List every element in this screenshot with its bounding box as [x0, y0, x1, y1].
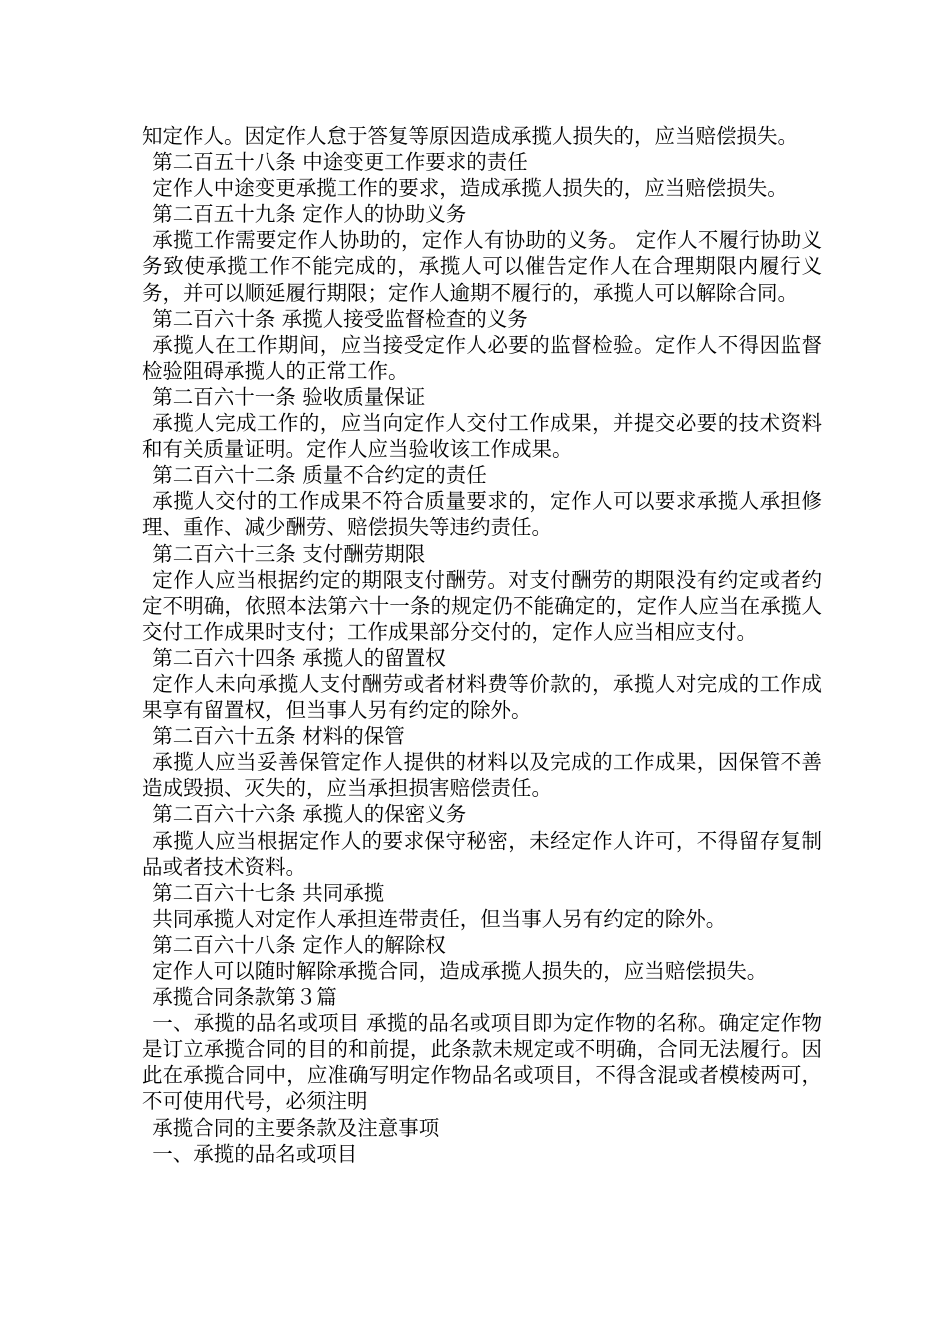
article-259-body: 承揽工作需要定作人协助的，定作人有协助的义务。 定作人不履行协助义务致使承揽工作不能完成的，承揽人可以催告定作人在合理期限内履行义务，并可以顺延履行期限；定作人逾期不履行的，承揽人可以解除合同。 — [142, 228, 822, 305]
article-260-heading: 第二百六十条 承揽人接受监督检查的义务 — [152, 306, 528, 331]
article-258-heading: 第二百五十八条 中途变更工作要求的责任 — [152, 150, 528, 175]
article-267-body: 共同承揽人对定作人承担连带责任，但当事人另有约定的除外。 — [152, 906, 727, 931]
article-265-heading: 第二百六十五条 材料的保管 — [152, 724, 405, 749]
document-page — [142, 123, 822, 1167]
article-260-body: 承揽人在工作期间，应当接受定作人必要的监督检验。定作人不得因监督检验阻碍承揽人的正常工作。 — [142, 332, 822, 383]
item-1-heading: 一、承揽的品名或项目 — [152, 1141, 358, 1166]
article-266-heading: 第二百六十六条 承揽人的保密义务 — [152, 802, 467, 827]
article-261-heading: 第二百六十一条 验收质量保证 — [152, 384, 426, 409]
article-268-body: 定作人可以随时解除承揽合同，造成承揽人损失的，应当赔偿损失。 — [152, 959, 768, 983]
article-263-body: 定作人应当根据约定的期限支付酬劳。对支付酬劳的期限没有约定或者约定不明确，依照本法第六十一条的规定仍不能确定的，定作人应当在承揽人交付工作成果时支付；工作成果部分交付的，定作人应当相应支付。 — [142, 567, 822, 644]
article-264-heading: 第二百六十四条 承揽人的留置权 — [152, 645, 446, 670]
article-261-body: 承揽人完成工作的，应当向定作人交付工作成果，并提交必要的技术资料和有关质量证明。定作人应当验收该工作成果。 — [142, 411, 822, 462]
section-3-body: 一、承揽的品名或项目 承揽的品名或项目即为定作物的名称。确定定作物是订立承揽合同的目的和前提，此条款未规定或不明确，合同无法履行。因此在承揽合同中，应准确写明定作物品名或项目，不得含混或者模棱两可，不可使用代号，必须注明 — [142, 1011, 822, 1114]
article-258-body: 定作人中途变更承揽工作的要求，造成承揽人损失的，应当赔偿损失。 — [152, 176, 788, 201]
section-3-heading: 承揽合同条款第３篇 — [152, 985, 337, 1010]
article-268-heading: 第二百六十八条 定作人的解除权 — [152, 932, 446, 957]
article-262-heading: 第二百六十二条 质量不合约定的责任 — [152, 463, 487, 488]
article-266-body: 承揽人应当根据定作人的要求保守秘密，未经定作人许可，不得留存复制品或者技术资料。 — [142, 828, 822, 879]
article-263-heading: 第二百六十三条 支付酬劳期限 — [152, 541, 426, 566]
article-265-body: 承揽人应当妥善保管定作人提供的材料以及完成的工作成果，因保管不善造成毁损、灭失的，应当承担损害赔偿责任。 — [142, 750, 822, 801]
article-264-body: 定作人未向承揽人支付酬劳或者材料费等价款的，承揽人对完成的工作成果享有留置权，但当事人另有约定的除外。 — [142, 671, 822, 723]
article-262-body: 承揽人交付的工作成果不符合质量要求的，定作人可以要求承揽人承担修理、重作、减少酬劳、赔偿损失等违约责任。 — [142, 489, 822, 540]
article-259-heading: 第二百五十九条 定作人的协助义务 — [152, 202, 467, 227]
paragraph-continuation: 知定作人。因定作人怠于答复等原因造成承揽人损失的，应当赔偿损失。 — [142, 124, 798, 148]
article-267-heading: 第二百六十七条 共同承揽 — [152, 880, 385, 905]
main-terms-heading: 承揽合同的主要条款及注意事项 — [152, 1115, 440, 1140]
